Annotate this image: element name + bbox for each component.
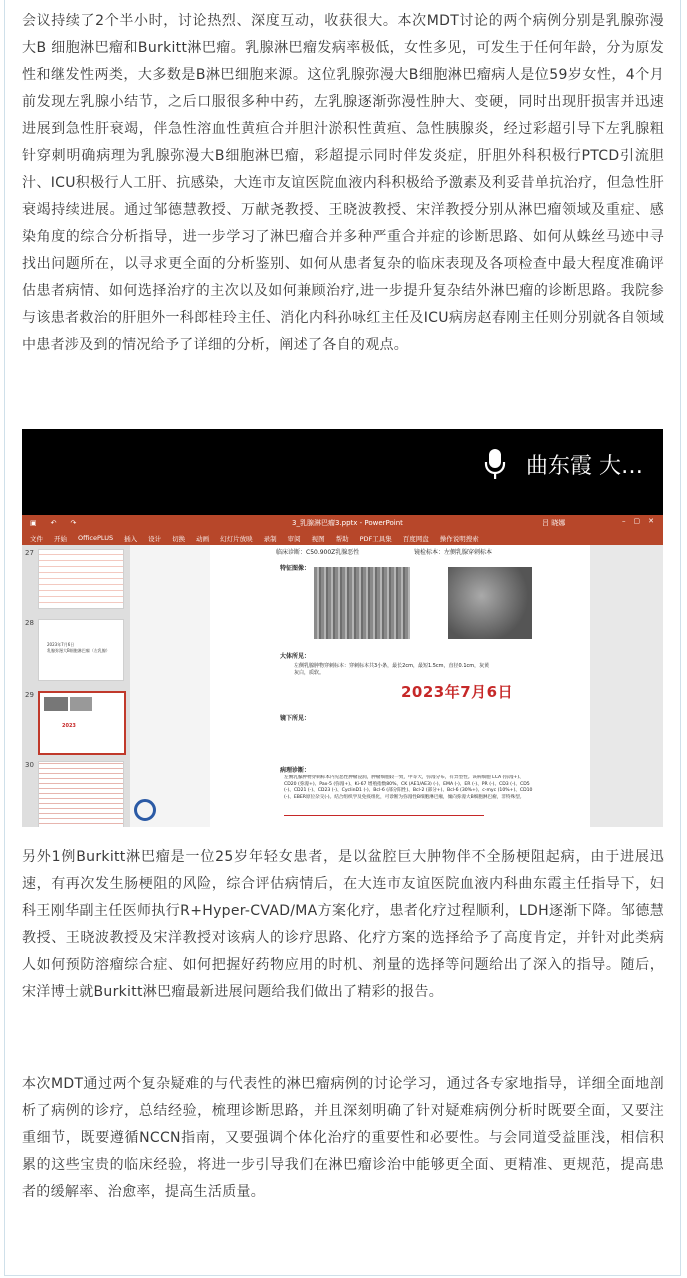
- ribbon-tab[interactable]: PDF工具集: [359, 534, 392, 543]
- save-icon[interactable]: ▣: [30, 519, 37, 527]
- slide-number: 29: [25, 691, 34, 699]
- speaker-label: [484, 439, 643, 489]
- ribbon-tab[interactable]: 操作说明搜索: [439, 534, 479, 543]
- current-slide: [210, 545, 590, 827]
- slide-thumb-27[interactable]: [38, 549, 124, 609]
- ppt-titlebar: [22, 515, 663, 531]
- slide-header-left: 临床诊断：C50.900Z乳腺恶性: [276, 549, 360, 556]
- paragraph-case-two: 另外1例Burkitt淋巴瘤是一位25岁年轻女患者，是以盆腔巨大肿物伴不全肠梗阻起病，由于进展迅速，有再次发生肠梗阻的风险，综合评估病情后，在大连市友谊医院血液内科曲东霞主任指导下，妇科王刚华副主任医师执行R+Hyper-CVAD/MA方案化疗，患者化疗过程顺利，LDH逐渐下降。邹德慧教授、王晓波教授及宋洋教授对该病人的诊疗思路、化疗方案的选择给予了高度肯定，并针对此类病人如何预防溶瘤综合症、如何把握好药物应用的时机、剂量的选择等问题给出了深入的指导。随后，宋洋博士就Burkitt淋巴瘤最新进展问题给我们做出了精彩的报告。: [22, 849, 664, 1000]
- slide-header-right: 镜检标本：左侧乳腺穿刺标本: [414, 549, 493, 556]
- slide-thumb-28[interactable]: [38, 619, 124, 681]
- slide-thumb-30[interactable]: [38, 761, 124, 827]
- highlight-underline: [284, 815, 484, 816]
- hospital-logo: [134, 799, 156, 821]
- ribbon-tab[interactable]: 审阅: [287, 534, 301, 543]
- ribbon-tab[interactable]: 录制: [263, 534, 277, 543]
- meeting-screenshot: [22, 429, 663, 827]
- ribbon-tab[interactable]: 幻灯片放映: [220, 534, 253, 543]
- ribbon-tab[interactable]: 帮助: [335, 534, 349, 543]
- slide-number: 30: [25, 761, 34, 769]
- label-feature-images: 特征图像：: [280, 565, 311, 572]
- microphone-icon: [484, 449, 506, 479]
- ppt-user: 吕 晓娜: [542, 519, 566, 527]
- ribbon-tab[interactable]: 切换: [172, 534, 186, 543]
- paragraph-summary: 本次MDT通过两个复杂疑难的与代表性的淋巴瘤病例的讨论学习，通过各专家地指导，详细全面地剖析了病例的诊疗，总结经验，梳理诊断思路，并且深刻明确了针对疑难病例分析时既要全面，又要注重细节，既要遵循NCCN指南，又要强调个体化治疗的重要性和必要性。与会同道受益匪浅，相信积累的这些宝贵的临床经验，将进一步引导我们在淋巴瘤诊治中能够更全面、更精准、更规范，提高患者的缓解率、治愈率，提高生活质量。: [22, 1076, 664, 1200]
- redo-icon[interactable]: ↷: [70, 519, 77, 527]
- slide-thumb-29[interactable]: 2023: [38, 691, 126, 755]
- ppt-window-title: 3_乳腺淋巴瘤3.pptx - PowerPoint: [292, 519, 403, 527]
- gross-text: 左侧乳腺肿物穿刺标本：穿刺标本共3小条，最长2cm，最短1.5cm，直径0.1cm，灰黄灰白，质软。: [294, 663, 490, 676]
- paragraph-case-one: 会议持续了2个半小时，讨论热烈、深度互动，收获很大。本次MDT讨论的两个病例分别是乳腺弥漫大B 细胞淋巴瘤和Burkitt淋巴瘤。乳腺淋巴瘤发病率极低，女性多见，可发生于任何年龄，分为原发性和继发性两类，大多数是B淋巴细胞来源。这位乳腺弥漫大B细胞淋巴瘤病人是位59岁女性，4个月前发现左乳腺小结节，之后口服很多种中药，左乳腺逐渐弥漫性肿大、变硬，同时出现肝损害并迅速进展到急性肝衰竭，伴急性溶血性黄疸合并胆汁淤积性黄疸、急性胰腺炎，经过彩超引导下左乳腺粗针穿刺明确病理为乳腺弥漫大B细胞淋巴瘤，彩超提示同时伴发炎症，肝胆外科积极行PTCD引流胆汁、ICU积极行人工肝、抗感染，大连市友谊医院血液内科积极给予激素及利妥昔单抗治疗，但急性肝衰竭持续进展。通过邹德慧教授、万献尧教授、王晓波教授、宋洋教授分别从淋巴瘤领域及重症、感染角度的综合分析指导，进一步学习了淋巴瘤合并多种严重合并症的诊断思路、如何从蛛丝马迹中寻找出问题所在，以寻求更全面的分析鉴别、如何从患者复杂的临床表现及各项检查中最大程度准确评估患者病情、如何选择治疗的主次以及如何兼顾治疗,进一步提升复杂结外淋巴瘤的诊断思路。我院参与该患者救治的肝胆外一科郎桂玲主任、消化内科孙咏红主任及ICU病房赵春刚主任则分别就各自领域中患者涉及到的情况给予了详细的分析，阐述了各自的观点。: [22, 13, 664, 353]
- ribbon-tab[interactable]: 设计: [148, 534, 162, 543]
- ribbon-tab[interactable]: 文件: [30, 534, 43, 543]
- ppt-ribbon-tabs: [22, 531, 663, 545]
- powerpoint-window: [22, 515, 663, 827]
- thumb-text: 2023年7月6日 乳腺弥漫大B细胞淋巴瘤（左乳腺）: [47, 642, 110, 653]
- label-gross: 大体所见：: [280, 653, 311, 660]
- slide-thumbnails: [22, 545, 130, 827]
- ribbon-tab[interactable]: 百度网盘: [402, 534, 429, 543]
- window-controls[interactable]: –▢✕: [622, 517, 662, 525]
- ribbon-tab[interactable]: 视图: [311, 534, 325, 543]
- ribbon-tab[interactable]: 开始: [54, 534, 67, 543]
- ribbon-tab[interactable]: OfficePLUS: [78, 534, 114, 542]
- ppt-right-margin: [590, 545, 663, 827]
- pathology-text: 左侧乳腺肿物穿刺标本内见恶性肿瘤浸润，肿瘤细胞较一致，中等大，弥漫分布，有异型性。该病细胞 LCA (弥漫+)、CD20 (弥漫+)、Pax-5 (弥漫+)、Ki-67 增殖指数80%、CK (AE1/AE3) (-)、EMA (-)、ER (-)、PR (-)、CD3 (-)、CD5 (-)、CD21 (-)、CD23 (-)、CyclinD1 (-)、Bcl-6 (部分阳性)、Bcl-2 (部分+)、Bcl-6 (30%+)、c-myc (10%+)、CD10 (-)、EBER原位杂交(-)。结合组织学及免疫组化，可诊断为弥漫性B细胞淋巴瘤，倾向弥漫大B细胞淋巴瘤，非特殊型。: [284, 775, 533, 800]
- slide-number: 28: [25, 619, 34, 627]
- slide-margin-left: [130, 545, 210, 827]
- label-pathology: 病理诊断：: [280, 767, 311, 774]
- histology-image-low: [314, 567, 410, 639]
- speaker-name: 曲东霞 大…: [526, 453, 643, 479]
- slide-number: 27: [25, 549, 34, 557]
- undo-icon[interactable]: ↶: [50, 519, 57, 527]
- label-microscopy: 镜下所见：: [280, 715, 311, 722]
- histology-image-high: [448, 567, 532, 639]
- ribbon-tab[interactable]: 动画: [196, 534, 210, 543]
- slide-date: 2023年7月6日: [401, 683, 514, 701]
- ribbon-tab[interactable]: 插入: [124, 534, 138, 543]
